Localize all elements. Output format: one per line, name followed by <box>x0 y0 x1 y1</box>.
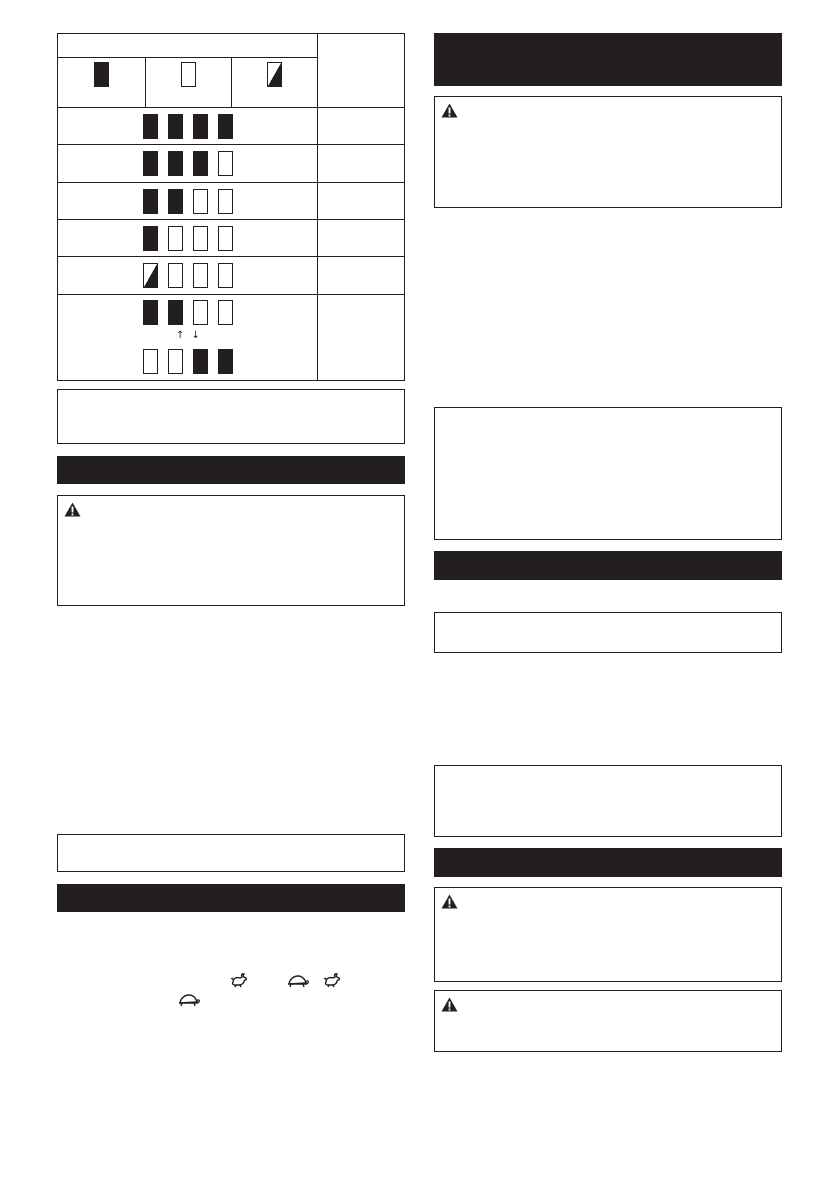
rabbit-icon <box>323 972 342 988</box>
indicator-lamp-on <box>193 151 208 176</box>
table-row-divider <box>57 294 405 295</box>
legend-indicator-on <box>94 62 109 87</box>
indicator-lamp-off <box>218 189 233 214</box>
section-heading-bar <box>434 33 782 86</box>
warning-triangle-icon <box>441 997 458 1012</box>
indicator-lamp-on <box>168 300 183 325</box>
indicator-arrows: ↑ ↓ <box>176 330 202 341</box>
indicator-lamp-blinking <box>143 263 158 288</box>
note-box <box>434 765 782 837</box>
table-legend-divider-1 <box>145 57 146 107</box>
note-box <box>57 389 405 444</box>
warning-triangle-icon <box>64 502 81 517</box>
note-box <box>434 612 782 653</box>
table-row-divider <box>57 256 405 257</box>
indicator-lamp-on <box>218 349 233 374</box>
indicator-lamp-off <box>193 189 208 214</box>
indicator-lamp-on <box>143 189 158 214</box>
indicator-lamp-off <box>193 263 208 288</box>
section-heading-bar <box>57 456 405 484</box>
turtle-icon <box>287 975 309 988</box>
caution-box <box>434 990 782 1052</box>
indicator-lamp-off <box>168 226 183 251</box>
warning-triangle-icon <box>441 103 458 118</box>
warning-triangle-icon <box>441 894 458 909</box>
legend-indicator-blinking <box>267 62 282 87</box>
table-legend-divider-2 <box>231 57 232 107</box>
caution-box <box>434 96 782 208</box>
indicator-lamp-on <box>143 151 158 176</box>
indicator-lamp-on <box>193 114 208 139</box>
indicator-lamp-on <box>143 226 158 251</box>
indicator-lamp-on <box>193 349 208 374</box>
indicator-lamp-on <box>168 114 183 139</box>
indicator-lamp-off <box>218 151 233 176</box>
table-row-divider <box>57 182 405 183</box>
indicator-lamp-on <box>218 114 233 139</box>
indicator-lamp-off <box>218 300 233 325</box>
section-heading-bar <box>434 848 782 877</box>
table-header-divider <box>57 57 318 58</box>
indicator-lamp-on <box>143 114 158 139</box>
rabbit-icon <box>230 972 249 988</box>
indicator-lamp-on <box>168 151 183 176</box>
caution-box <box>434 887 782 982</box>
indicator-lamp-on <box>168 189 183 214</box>
table-row-divider <box>57 219 405 220</box>
legend-indicator-off <box>181 62 196 87</box>
section-heading-bar <box>57 884 405 912</box>
indicator-lamp-off <box>193 300 208 325</box>
indicator-lamp-off <box>218 263 233 288</box>
indicator-lamp-off <box>218 226 233 251</box>
indicator-lamp-off <box>193 226 208 251</box>
table-row-divider <box>57 107 405 108</box>
indicator-lamp-off <box>168 263 183 288</box>
note-box <box>57 834 405 872</box>
table-status-divider <box>317 33 318 381</box>
indicator-lamp-on <box>143 300 158 325</box>
turtle-icon <box>178 994 200 1007</box>
table-row-divider <box>57 144 405 145</box>
section-heading-bar <box>434 551 782 580</box>
caution-box <box>57 495 405 606</box>
note-box <box>434 407 782 540</box>
indicator-lamp-off <box>143 349 158 374</box>
indicator-lamp-off <box>168 349 183 374</box>
